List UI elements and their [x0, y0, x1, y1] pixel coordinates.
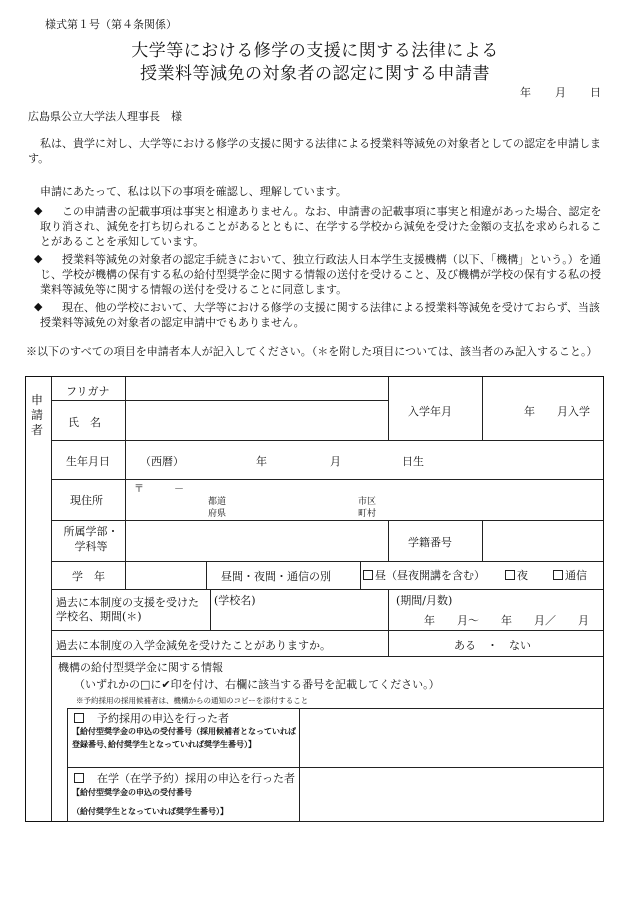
divider: [51, 377, 52, 821]
divider: [360, 561, 361, 589]
date-month: 月: [555, 86, 566, 99]
enrolled-detail-2: （給付奨学生となっていれば奨学生番号）】: [72, 806, 228, 816]
divider: [51, 630, 603, 631]
divider: [388, 520, 389, 561]
school-name-label: (学校名): [214, 594, 256, 607]
prefecture-label: 都道: [208, 497, 227, 507]
divider: [51, 561, 603, 562]
divider: [206, 561, 207, 589]
note: ※以下のすべての項目を申請者本人が記入してください。（＊を附した項目については、該当者のみ記入すること。）: [26, 345, 598, 358]
bullet-icon: ◆: [34, 252, 43, 265]
birth-month: 月: [330, 455, 341, 468]
divider: [299, 708, 300, 822]
intro-paragraph: 私は、貴学に対し、大学等における修学の支援に関する法律による授業料等減免の対象者としての認定を申請します。: [28, 137, 601, 165]
bullet-icon: ◆: [34, 300, 43, 313]
course-type-label: 昼間・夜間・通信の別: [221, 570, 331, 583]
past-exemption-question: 過去に本制度の入学金減免を受けたことがありますか。: [56, 639, 331, 652]
applicant-label: 申請者: [31, 393, 44, 437]
reserve-detail: 【給付型奨学金の申込の受付番号（採用候補者となっていれば登録番号､給付奨学生となっていれば奨学生番号）】: [72, 726, 296, 749]
furigana-label: フリガナ: [66, 385, 110, 398]
student-id-label: 学籍番号: [408, 536, 452, 549]
enrolled-title: 在学（在学予約）採用の申込を行った者: [97, 772, 295, 785]
bullet-text-3: 現在、他の学校において、大学等における修学の支援に関する法律による授業料等減免を受けておらず、当該授業料等減免の対象者の認定申請中でもありません。: [40, 301, 600, 329]
checkbox-icon[interactable]: [74, 713, 84, 723]
confirm-heading: 申請にあたって、私は以下の事項を確認し、理解しています。: [40, 185, 347, 198]
admission-value: 年 月入学: [524, 405, 590, 418]
opt-night-label: 夜: [517, 569, 528, 582]
opt-correspondence-label: 通信: [565, 569, 587, 582]
birth-era: （西暦）: [140, 455, 184, 468]
divider: [51, 520, 603, 521]
opt-day[interactable]: [363, 567, 485, 583]
birth-day: 日生: [402, 455, 424, 468]
yes-no-options[interactable]: ある ・ ない: [454, 639, 531, 652]
enrolled-detail-1: 【給付型奨学金の申込の受付番号: [72, 787, 192, 797]
checkbox-icon[interactable]: [363, 570, 373, 580]
divider: [67, 767, 604, 768]
divider: [388, 377, 389, 440]
jasso-note: ※予約採用の採用候補者は、機構からの通知のコピーを添付すること: [76, 696, 309, 705]
birth-year: 年: [256, 455, 267, 468]
past-support-label: 過去に本制度の支援を受けた学校名、期間(＊): [56, 596, 199, 623]
prefecture-label-2: 府県: [208, 509, 227, 519]
opt-day-label: 昼（昼夜開講を含む）: [375, 569, 485, 582]
date-year: 年: [520, 86, 531, 99]
bullet-text-2: 授業料等減免の対象者の認定手続きにおいて、独立行政法人日本学生支援機構（以下、「機構」という。）を通じ、学校が機構の保有する私の給付型奨学金に関する情報の送付を受けること、及び機構が学校の保有する私の授業料等減免等に関する情報の送付を受けることに同意します。: [40, 253, 601, 296]
faculty-label: 所属学部・学科等: [63, 525, 119, 553]
title-line2: 授業料等減免の対象者の認定に関する申請書: [140, 64, 490, 84]
divider: [210, 589, 211, 630]
divider: [51, 400, 388, 401]
grade-label: 学 年: [72, 570, 105, 583]
birth-label: 生年月日: [66, 455, 110, 468]
jasso-instruction: （いずれかの□に✔印を付け、右欄に該当する番号を記載してください。）: [74, 678, 440, 691]
date-day: 日: [590, 86, 601, 99]
bullet-icon: ◆: [34, 204, 43, 217]
divider: [51, 589, 603, 590]
divider: [125, 377, 126, 589]
period-value: 年 月～ 年 月／ 月: [424, 614, 589, 627]
name-label: 氏 名: [68, 416, 101, 429]
title-line1: 大学等における修学の支援に関する法律による: [131, 41, 499, 61]
enrolled-option[interactable]: [74, 770, 295, 786]
divider: [51, 656, 603, 657]
checkbox-icon[interactable]: [505, 570, 515, 580]
checkbox-icon[interactable]: [553, 570, 563, 580]
reserve-option[interactable]: [74, 710, 229, 726]
checkbox-icon[interactable]: [74, 773, 84, 783]
divider: [388, 589, 389, 656]
period-label: (期間/月数): [396, 594, 453, 607]
reserve-title: 予約採用の申込を行った者: [97, 712, 229, 725]
divider: [482, 377, 483, 440]
postal-mark: 〒 －: [134, 484, 184, 495]
opt-correspondence[interactable]: [553, 567, 587, 583]
divider: [482, 520, 483, 561]
jasso-heading: 機構の給付型奨学金に関する情報: [58, 661, 223, 674]
addressee: 広島県公立大学法人理事長 様: [28, 110, 182, 123]
city-label: 市区: [358, 497, 377, 507]
city-label-2: 町村: [358, 509, 377, 519]
form-id: 様式第１号（第４条関係）: [45, 18, 177, 31]
opt-night[interactable]: [505, 567, 528, 583]
bullet-text-1: この申請書の記載事項は事実と相違ありません。なお、申請書の記載事項に事実と相違があった場合、認定を取り消され、減免を打ち切られることがあるとともに、在学する学校から減免を受けた金額の支払を求められることがあることを承知しています。: [40, 205, 602, 248]
admission-label: 入学年月: [408, 405, 452, 418]
divider: [51, 440, 603, 441]
address-label: 現住所: [70, 494, 103, 507]
